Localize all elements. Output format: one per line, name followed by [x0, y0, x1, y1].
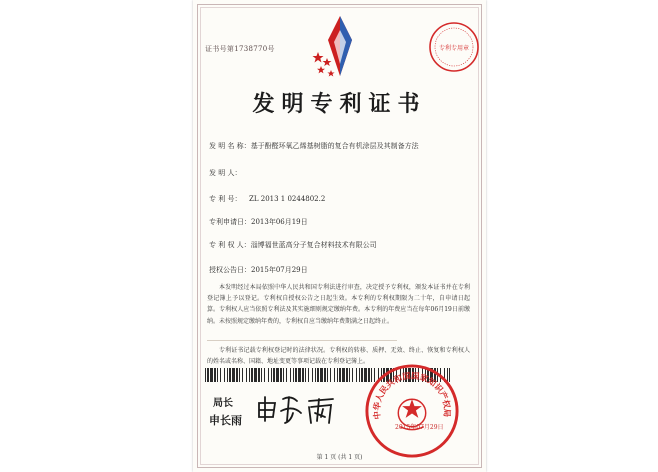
barcode-bar: [276, 368, 279, 382]
barcode-bar: [280, 368, 282, 382]
barcode-bar: [210, 368, 213, 382]
barcode-bar: [236, 368, 238, 382]
barcode-bar: [359, 368, 360, 382]
barcode-bar: [349, 368, 350, 382]
patent-certificate: [193, 0, 486, 472]
barcode-bar: [308, 368, 309, 382]
barcode-bar: [356, 368, 357, 382]
barcode-bar: [317, 368, 319, 382]
certificate-body-paragraph: 本发明经过本局依照中华人民共和国专利法进行审查，决定授予专利权，颁发本证书并在专利登记簿上予以登记。专利权自授权公告之日起生效。本专利的专利权期限为二十年，自申请日起算。专利权人应当依照专利法及其实施细则规定缴纳年费。本专利的年费应当在每年06月19日前缴纳。未按照规定缴纳年费的，专利权自应当缴纳年费期满之日起终止。: [207, 284, 470, 325]
barcode-bar: [302, 368, 304, 382]
barcode-bar: [258, 368, 260, 382]
barcode-bar: [315, 368, 316, 382]
barcode-bar: [286, 368, 287, 382]
field-grant-date: [209, 265, 308, 275]
seal-date: 2015年07月29日: [395, 424, 444, 431]
barcode-bar: [251, 368, 253, 382]
field-value: 基于酚醛环氧乙烯基树脂的复合有机涂层及其制备方法: [250, 142, 419, 150]
patent-office-emblem-icon: [310, 10, 370, 88]
page-number: 第 1 页 (共 1 页): [316, 454, 363, 461]
barcode-bar: [271, 368, 272, 382]
barcode-bar: [261, 368, 262, 382]
barcode-bar: [249, 368, 250, 382]
barcode-bar: [229, 368, 231, 382]
barcode-bar: [205, 368, 206, 382]
field-label: 专利申请日：: [209, 218, 251, 226]
director-signature: [253, 387, 343, 431]
barcode-bar: [312, 368, 313, 382]
barcode-bar: [217, 368, 218, 382]
barcode-bar: [290, 368, 291, 382]
official-red-seal-icon: [363, 362, 461, 460]
field-patent-number: [209, 194, 325, 204]
field-label: 专 利 号：: [209, 195, 242, 203]
barcode-bar: [346, 368, 348, 382]
field-value: 淄博福世蓝高分子复合材料技术有限公司: [250, 241, 377, 249]
barcode-bar: [273, 368, 275, 382]
certificate-body-paragraph-2: 专利证书记载专利权登记时的法律状况。专利权的转移、质押、无效、终止、恢复和专利权人的姓名或名称、国籍、地址变更等事项记载在专利登记簿上。: [207, 347, 470, 366]
field-label: 发 明 人：: [209, 169, 242, 177]
corner-seal-label: 专利专用章: [438, 45, 470, 52]
field-invention-name: [209, 141, 419, 151]
barcode-bar: [324, 368, 326, 382]
barcode-bar: [298, 368, 301, 382]
field-inventor: [209, 168, 249, 178]
divider: [207, 340, 397, 341]
barcode-bar: [283, 368, 284, 382]
barcode-bar: [242, 368, 243, 382]
barcode-bar: [227, 368, 228, 382]
certificate-title: 发明专利证书: [252, 91, 427, 117]
barcode-bar: [254, 368, 257, 382]
barcode-bar: [320, 368, 323, 382]
barcode-bar: [305, 368, 306, 382]
seal-text: 中华人民共和国国家知识产权局: [371, 370, 453, 420]
barcode-bar: [337, 368, 338, 382]
field-label: 授权公告日：: [209, 266, 251, 274]
barcode-bar: [232, 368, 235, 382]
barcode-bar: [339, 368, 341, 382]
field-value: 2013年06月19日: [251, 218, 308, 226]
barcode-bar: [214, 368, 216, 382]
director-name: 申长雨: [209, 414, 242, 427]
field-value: ZL 2013 1 0244802.2: [249, 195, 326, 203]
barcode-bar: [246, 368, 247, 382]
barcode-bar: [268, 368, 269, 382]
barcode-bar: [207, 368, 209, 382]
bureau-label: 局长: [213, 398, 233, 409]
barcode-bar: [352, 368, 353, 382]
barcode-bar: [293, 368, 294, 382]
field-application-date: [209, 217, 308, 227]
barcode-bar: [239, 368, 240, 382]
barcode-bar: [224, 368, 225, 382]
field-value: 2015年07月29日: [251, 266, 308, 274]
certificate-number: 证书号第1738770号: [205, 45, 275, 53]
field-patentee: [209, 240, 377, 250]
barcode-bar: [295, 368, 297, 382]
barcode-bar: [342, 368, 345, 382]
field-label: 专 利 权 人：: [209, 241, 251, 249]
field-label: 发 明 名 称：: [209, 142, 251, 150]
corner-seal-icon: [427, 20, 481, 74]
barcode-bar: [220, 368, 221, 382]
barcode-bar: [264, 368, 265, 382]
barcode-bar: [334, 368, 335, 382]
barcode-bar: [327, 368, 328, 382]
barcode-bar: [330, 368, 331, 382]
